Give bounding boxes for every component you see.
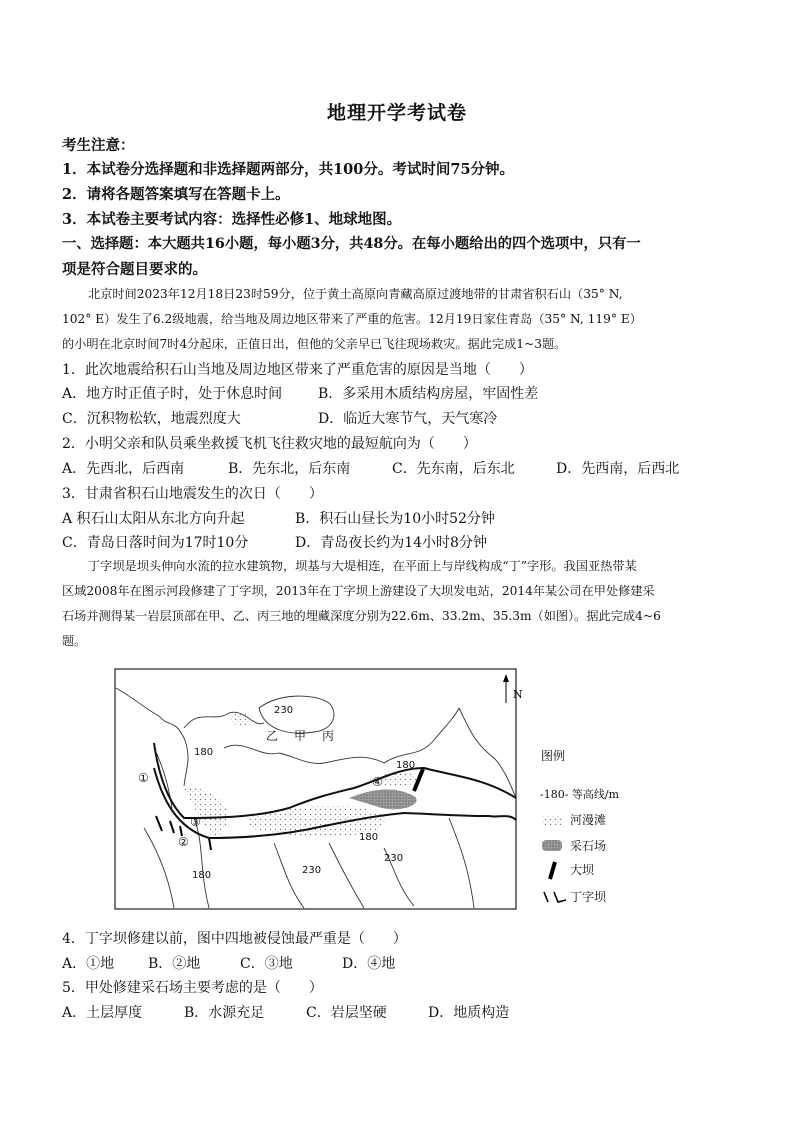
legend-floodplain-swatch	[542, 815, 562, 825]
contour-label: 180	[192, 870, 212, 881]
passage2-line: 题。	[62, 634, 87, 648]
point-label-4: ④	[372, 775, 383, 789]
question-1-option-d[interactable]: D．临近大寒节气，天气寒冷	[318, 411, 498, 427]
legend-contour: -180- 等高线/m	[540, 788, 620, 801]
question-1-option-a[interactable]: A．地方时正值子时，处于休息时间	[62, 386, 283, 402]
notice-heading: 考生注意：	[62, 137, 135, 154]
legend-spur-swatch	[544, 892, 566, 902]
question-3-option-b[interactable]: B．积石山昼长为10小时52分钟	[295, 511, 495, 527]
question-2-stem: 2．小明父亲和队员乘坐救援飞机飞往救灾地的最短航向为（ ）	[62, 436, 477, 452]
question-5-option-c[interactable]: C．岩层坚硬	[306, 1005, 387, 1021]
notice-item: 2．请将各题答案填写在答题卡上。	[62, 186, 290, 203]
point-label-3: ③	[190, 815, 201, 829]
contour-label: 180	[359, 832, 379, 843]
question-3-stem: 3．甘肃省积石山地震发生的次日（ ）	[62, 486, 323, 502]
question-2-option-c[interactable]: C．先东南，后东北	[392, 461, 515, 477]
section-heading-cont: 项是符合题目要求的。	[62, 261, 207, 278]
legend-floodplain: 河漫滩	[570, 813, 607, 827]
north-label: N	[513, 688, 523, 701]
question-1-option-c[interactable]: C．沉积物松软，地震烈度大	[62, 411, 241, 427]
question-2-option-b[interactable]: B．先东北，后东南	[228, 461, 351, 477]
map-legend	[540, 748, 620, 904]
legend-dam-swatch	[550, 862, 555, 879]
question-3-option-c[interactable]: C．青岛日落时间为17时10分	[62, 535, 249, 551]
question-2-option-d[interactable]: D．先西南，后西北	[556, 461, 680, 477]
point-label-2: ②	[178, 835, 189, 849]
contour-label: 180	[396, 760, 416, 771]
question-4-option-c[interactable]: C．③地	[240, 956, 293, 972]
contour-label: 230	[384, 853, 404, 864]
passage1-line: 的小明在北京时间7时4分起床，正值日出，但他的父亲早已飞往现场救灾。据此完成1~3题。	[62, 337, 567, 351]
place-label-jia: 甲	[294, 729, 307, 743]
question-2-option-a[interactable]: A．先西北，后西南	[62, 461, 185, 477]
passage1-line: 102° E）发生了6.2级地震，给当地及周边地区带来了严重的危害。12月19日家住青岛（35° N, 119° E）	[62, 312, 642, 326]
place-label-bing: 丙	[322, 729, 335, 743]
passage2-line: 丁字坝是坝头伸向水流的拉水建筑物，坝基与大堤相连，在平面上与岸线构成“丁”字形。我国亚热带某	[88, 559, 637, 573]
notice-item: 3．本试卷主要考试内容：选择性必修1、地球地图。	[62, 211, 402, 228]
legend-dam: 大坝	[570, 863, 595, 877]
question-5-option-d[interactable]: D．地质构造	[428, 1005, 510, 1021]
question-4-option-a[interactable]: A．①地	[62, 956, 115, 972]
contour-label: 230	[302, 865, 322, 876]
point-label-1: ①	[138, 771, 149, 785]
legend-title: 图例	[541, 749, 566, 763]
passage2-line: 石场并测得某一岩层顶部在甲、乙、丙三地的埋藏深度分别为22.6m、33.2m、35.3m（如图）。据此完成4~6	[62, 609, 661, 623]
passage2-line: 区域2008年在图示河段修建了丁字坝，2013年在丁字坝上游建设了大坝发电站，2014年某公司在甲处修建采	[62, 584, 655, 598]
question-3-option-a[interactable]: A 积石山太阳从东北方向升起	[62, 511, 245, 527]
notice-item: 1．本试卷分选择题和非选择题两部分，共100分。考试时间75分钟。	[62, 161, 515, 178]
river-map-figure	[114, 668, 654, 912]
question-4-option-d[interactable]: D．④地	[342, 956, 396, 972]
question-5-option-b[interactable]: B．水源充足	[184, 1005, 265, 1021]
question-1-stem: 1．此次地震给积石山当地及周边地区带来了严重危害的原因是当地（ ）	[62, 362, 533, 378]
legend-quarry: 采石场	[570, 839, 607, 853]
contour-label: 180	[194, 747, 214, 758]
contour-label: 230	[274, 705, 294, 716]
question-3-option-d[interactable]: D．青岛夜长约为14小时8分钟	[295, 535, 487, 551]
legend-quarry-swatch	[542, 840, 562, 851]
place-label-yi: 乙	[266, 729, 279, 743]
question-1-option-b[interactable]: B．多采用木质结构房屋，牢固性差	[318, 386, 539, 402]
question-5-option-a[interactable]: A．土层厚度	[62, 1005, 143, 1021]
question-4-stem: 4．丁字坝修建以前，图中四地被侵蚀最严重是（ ）	[62, 931, 407, 947]
passage1-line: 北京时间2023年12月18日23时59分，位于黄土高原向青藏高原过渡地带的甘肃省积石山（35° N,	[88, 287, 623, 301]
question-5-stem: 5．甲处修建采石场主要考虑的是（ ）	[62, 980, 323, 996]
page-title: 地理开学考试卷	[326, 102, 467, 124]
legend-spur: 丁字坝	[570, 890, 607, 904]
section-heading: 一、选择题：本大题共16小题，每小题3分，共48分。在每小题给出的四个选项中，只有一	[62, 236, 641, 252]
question-4-option-b[interactable]: B．②地	[148, 956, 201, 972]
